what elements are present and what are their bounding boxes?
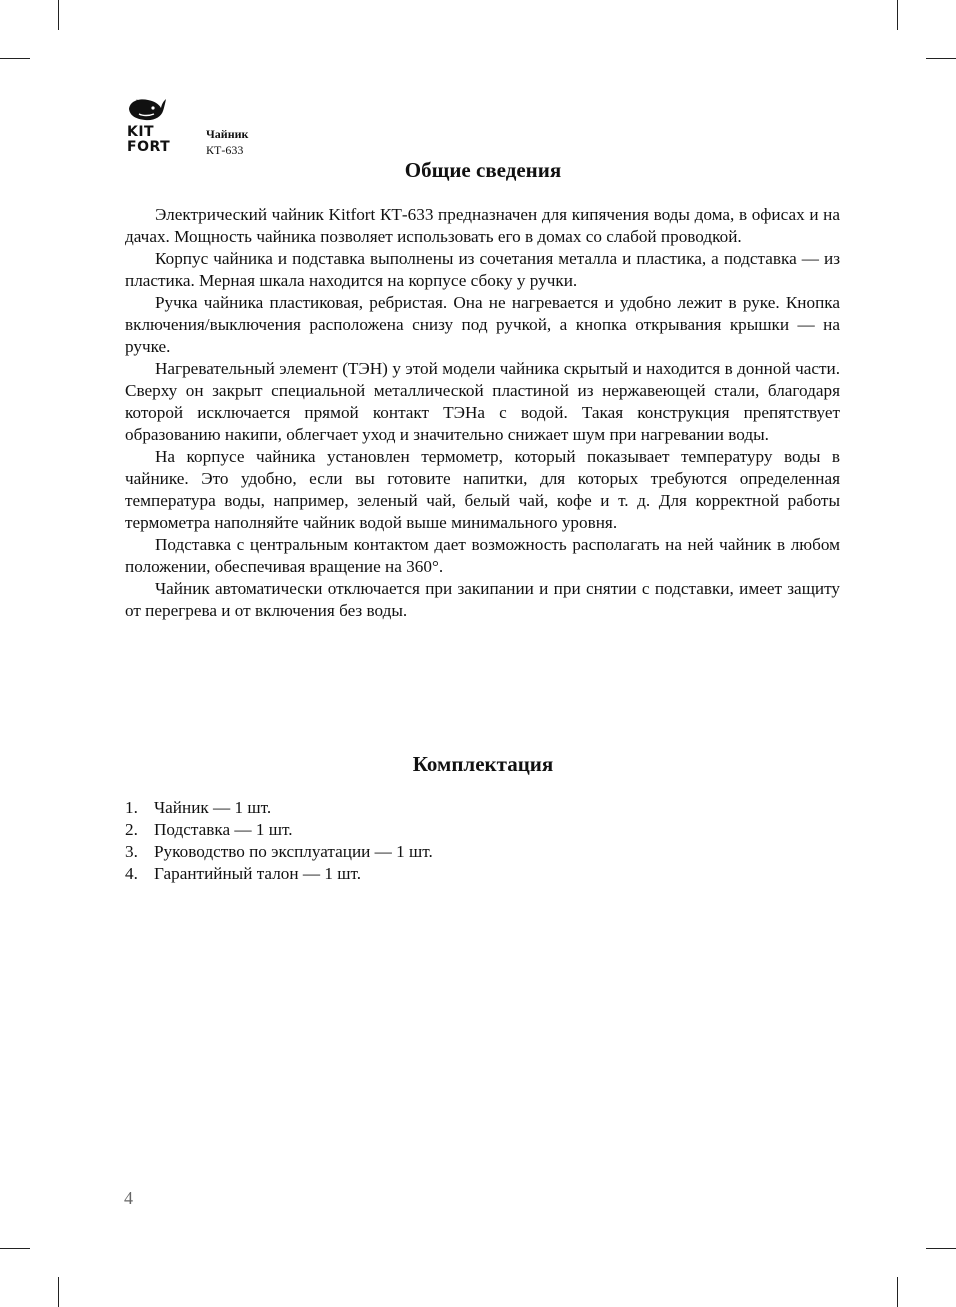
paragraph: Ручка чайника пластиковая, ребристая. Она не нагревается и удобно лежит в руке. Кнопка включения/выключения расположена снизу под ручкой, а кнопка открывания крышки — на ручке. <box>125 293 840 356</box>
brand-wordmark <box>127 125 170 155</box>
product-name: Чайник <box>206 127 249 141</box>
list-item <box>125 863 433 885</box>
list-item-number: 1. <box>125 798 138 817</box>
general-info-title: Общие сведения <box>404 158 562 182</box>
list-item-text: Руководство по эксплуатации — 1 шт. <box>154 842 433 861</box>
crop-mark-bottom-right-h <box>926 1248 956 1249</box>
crop-mark-bottom-left <box>58 1277 59 1307</box>
page-number: 4 <box>124 1188 133 1208</box>
paragraph: Корпус чайника и подставка выполнены из сочетания металла и пластика, а подставка — из пластика. Мерная шкала находится на корпусе сбоку у ручки. <box>125 249 840 290</box>
paragraph: Электрический чайник Kitfort КТ-633 предназначен для кипячения воды дома, в офисах и на дачах. Мощность чайника позволяет использовать его в домах со слабой проводкой. <box>125 205 840 246</box>
list-item-number: 3. <box>125 842 138 861</box>
paragraph: Подставка с центральным контактом дает возможность располагать на ней чайник в любом положении, обеспечивая вращение на 360°. <box>125 535 840 576</box>
list-item <box>125 819 433 841</box>
brand-line-2: FORT <box>127 139 171 155</box>
crop-mark-top-right <box>897 0 898 30</box>
paragraph: Чайник автоматически отключается при закипании и при снятии с подставки, имеет защиту от перегрева и от включения без воды. <box>125 579 840 620</box>
list-item-text: Чайник — 1 шт. <box>154 798 272 817</box>
package-contents-title: Комплектация <box>412 752 554 776</box>
crop-mark-bottom-right <box>897 1277 898 1307</box>
list-item <box>125 841 433 863</box>
product-model: КТ-633 <box>206 143 244 157</box>
paragraph: На корпусе чайника установлен термометр, который показывает температуру воды в чайнике. Это удобно, если вы готовите напитки, для которых требуются определенная температура воды, например, зеленый чай, белый чай, кофе и т. д. Для корректной работы термометра наполняйте чайник водой выше минимального уровня. <box>125 447 840 532</box>
product-info <box>206 126 248 158</box>
brand-logo <box>126 96 190 158</box>
list-item-number: 4. <box>125 864 138 883</box>
paragraph: Нагревательный элемент (ТЭН) у этой модели чайника скрытый и находится в донной части. Сверху он закрыт специальной металлической пластиной из нержавеющей стали, благодаря которой исключается прямой контакт ТЭНа с водой. Такая конструкция препятствует образованию накипи, облегчает уход и значительно снижает шум при нагревании воды. <box>125 359 840 444</box>
crop-mark-top-left-h <box>0 58 30 59</box>
brand-line-1: KIT <box>127 124 155 140</box>
package-contents-list <box>125 797 433 885</box>
general-info-body <box>125 204 840 622</box>
crop-mark-bottom-left-h <box>0 1248 30 1249</box>
list-item-text: Гарантийный талон — 1 шт. <box>154 864 361 883</box>
list-item-number: 2. <box>125 820 138 839</box>
kitfort-whale-icon <box>126 96 166 124</box>
list-item-text: Подставка — 1 шт. <box>154 820 293 839</box>
crop-mark-top-left <box>58 0 59 30</box>
list-item <box>125 797 433 819</box>
crop-mark-top-right-h <box>926 58 956 59</box>
